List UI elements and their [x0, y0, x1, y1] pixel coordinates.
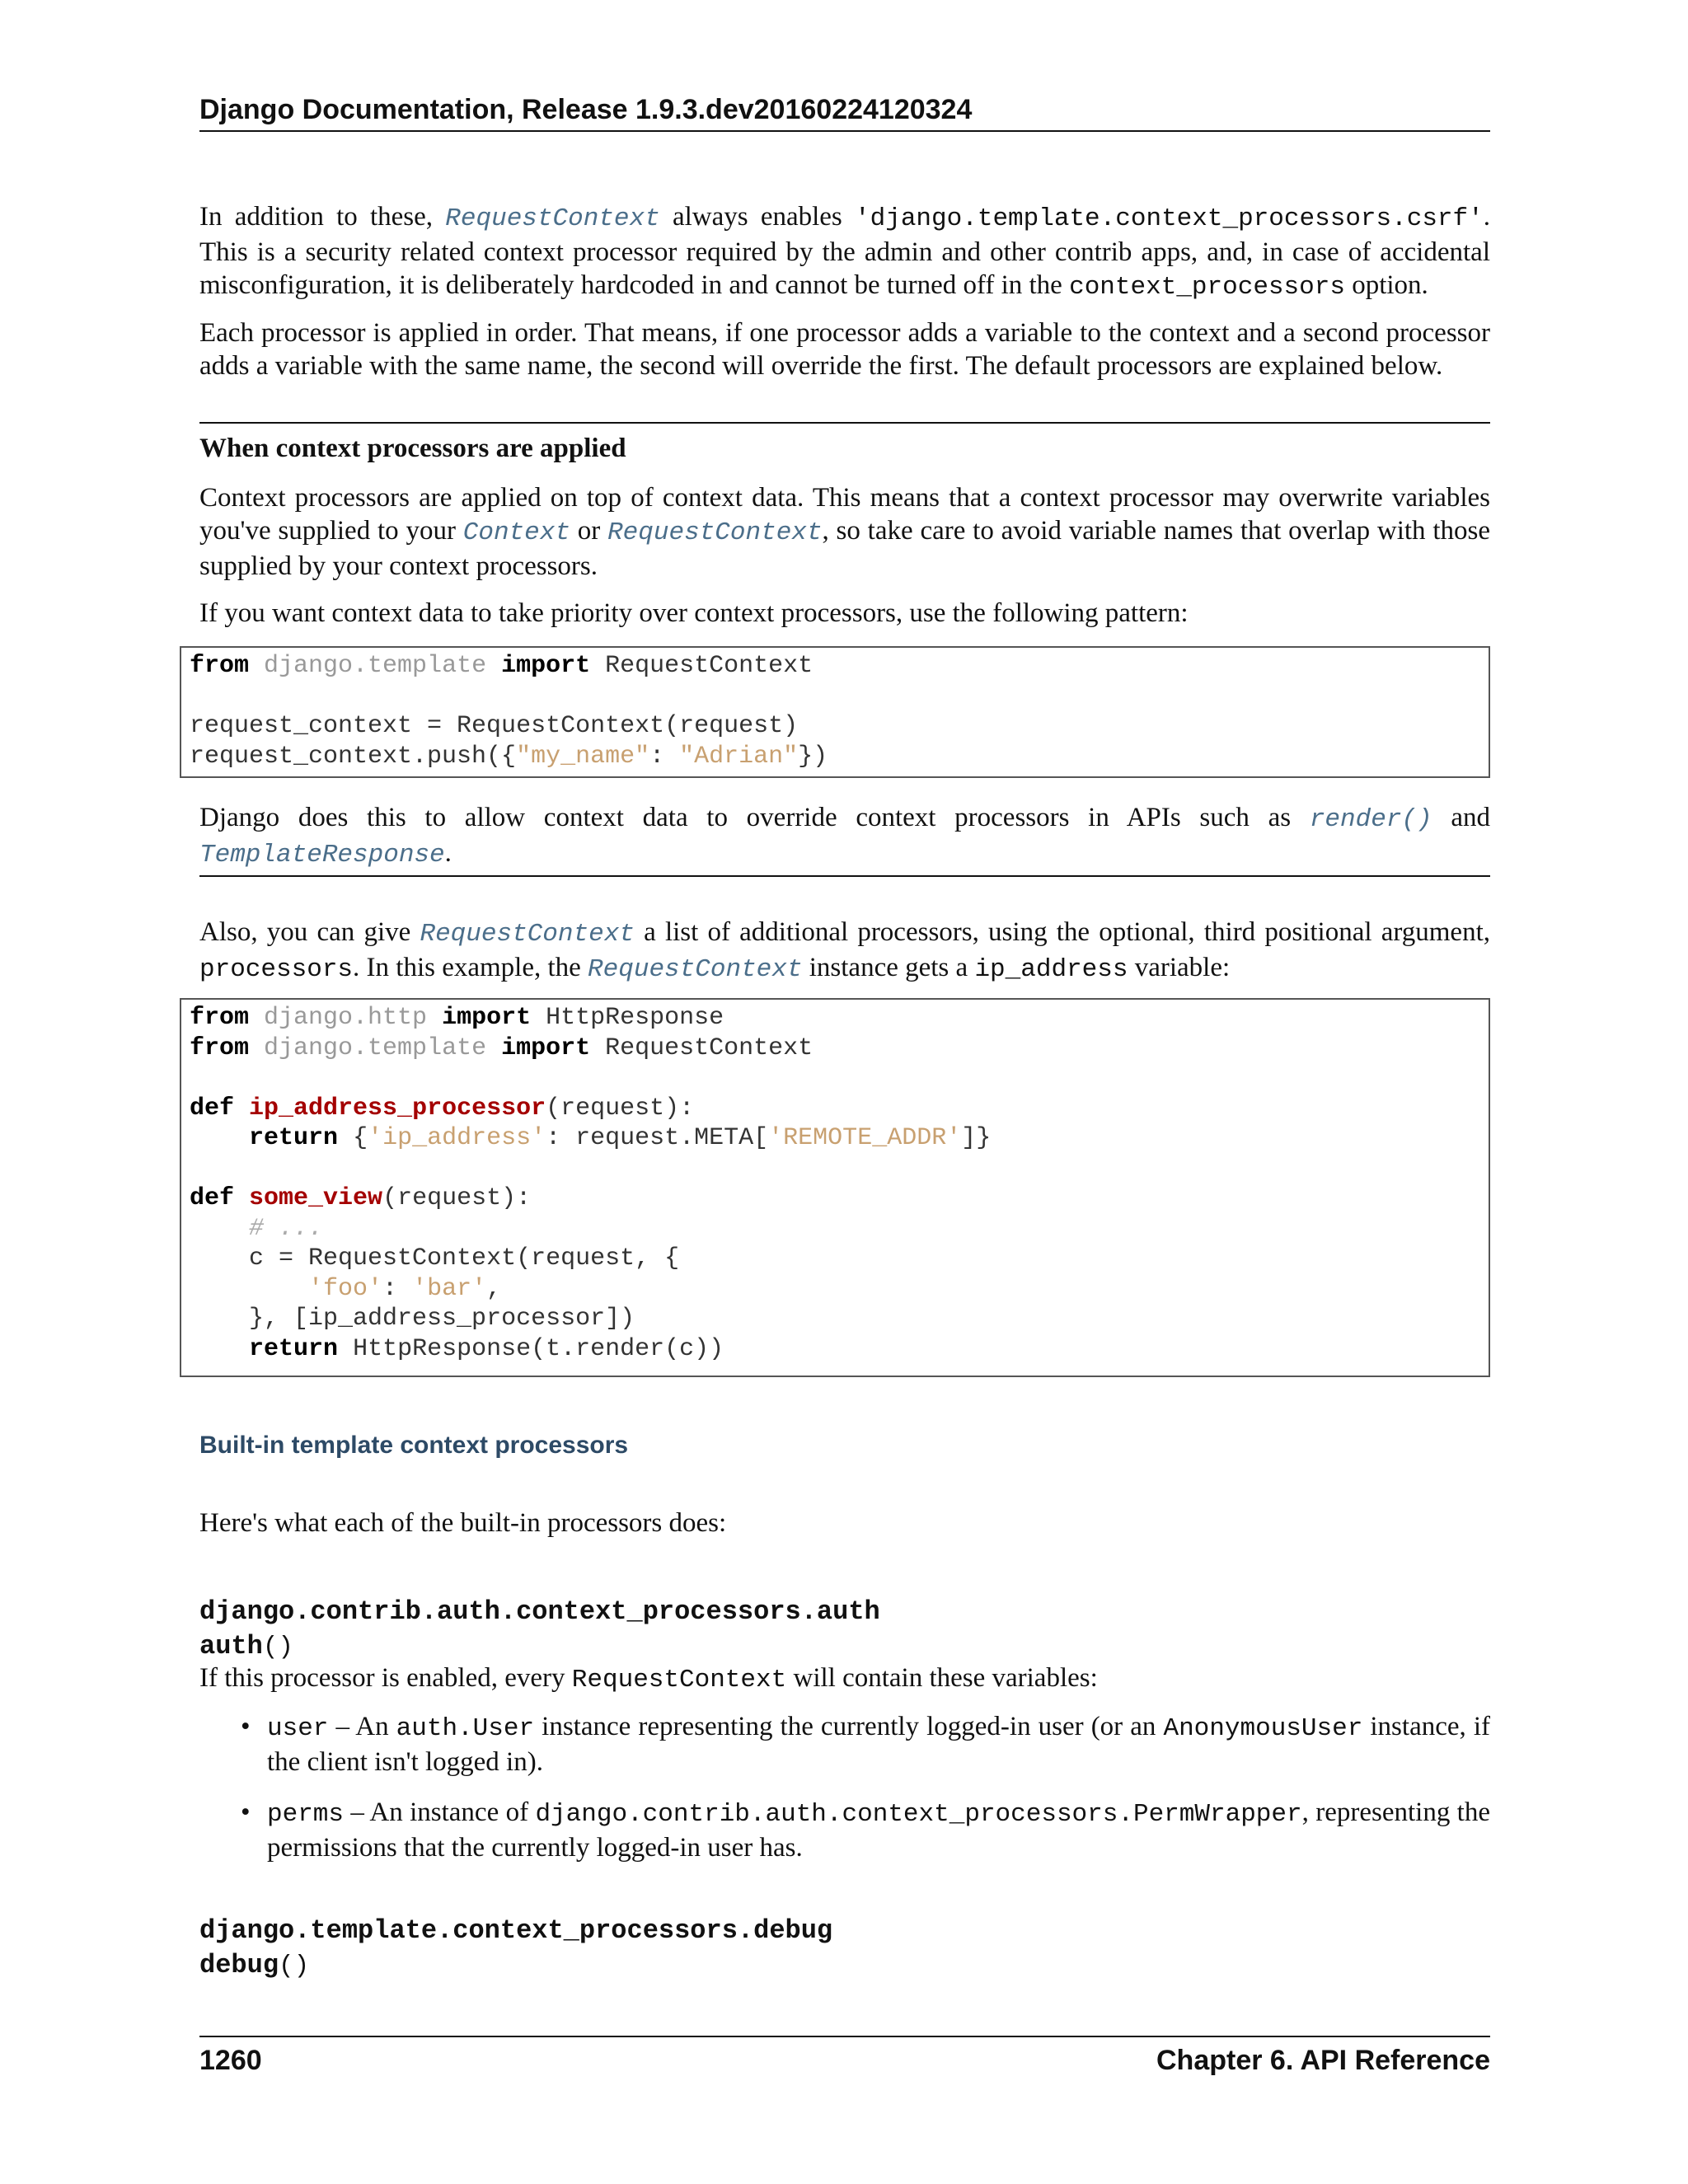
note-paragraph-3: Django does this to allow context data to override context processors in APIs such as render() and TemplateResponse. — [199, 803, 1490, 869]
auth-module-signature: django.contrib.auth.context_processors.auth — [199, 1596, 880, 1627]
context-processors-code: context_processors — [1069, 273, 1345, 302]
note-paragraph-2: If you want context data to take priority over context processors, use the following pattern: — [199, 598, 1189, 628]
render-link[interactable]: render() — [1309, 805, 1432, 834]
ip-address-code: ip_address — [974, 955, 1128, 984]
builtin-intro: Here's what each of the built-in processors does: — [199, 1508, 727, 1538]
requestcontext-link[interactable]: RequestContext — [607, 518, 823, 547]
note-bottom-rule — [199, 875, 1490, 877]
page-footer — [199, 2036, 1490, 2077]
page-number: 1260 — [199, 2045, 262, 2076]
intro-paragraph-1: In addition to these, RequestContext always enables 'django.template.context_processors.csrf'. This is a security related context processor required by the admin and other contrib apps, and, in case of accidental misconfiguration, it is deliberately hardcoded in and cannot be turned off in the context_processors option. — [199, 202, 1490, 302]
requestcontext-link[interactable]: RequestContext — [420, 920, 635, 949]
context-link[interactable]: Context — [462, 518, 570, 547]
code-block-ip-address: from django.http import HttpResponse from django.template import RequestContext def ip_address_processor(request): return {'ip_address': request.META['REMOTE_ADDR']} def some_view(request): # ... c = RequestContext(request, { 'foo': 'bar', }, [ip_address_processor]) return HttpResponse(t.render(c)) — [180, 998, 1490, 1377]
debug-module-signature: django.template.context_processors.debug — [199, 1915, 833, 1946]
also-paragraph: Also, you can give RequestContext a list of additional processors, using the optional, third positional argument, processors. In this example, the RequestContext instance gets a ip_address variable: — [199, 917, 1490, 984]
list-item: • user – An auth.User instance representing the currently logged-in user (or an AnonymousUser instance, if the client isn't logged in). — [241, 1712, 1490, 1777]
section-title: Built-in template context processors — [199, 1432, 629, 1459]
intro-paragraph-2: Each processor is applied in order. That means, if one processor adds a variable to the context and a second processor adds a variable with the same name, the second will override the first. The default processors are explained below. — [199, 318, 1490, 381]
processors-code: processors — [199, 955, 354, 984]
note-title: When context processors are applied — [199, 434, 626, 463]
note-paragraph-1: Context processors are applied on top of context data. This means that a context processor may overwrite variables you've supplied to your Context or RequestContext, so take care to avoid variable names that overlap with those supplied by your context processors. — [199, 483, 1491, 581]
running-header: Django Documentation, Release 1.9.3.dev20160224120324 — [199, 92, 1490, 132]
auth-description: If this processor is enabled, every RequestContext will contain these variables: — [199, 1663, 1098, 1694]
csrf-processor-code: 'django.template.context_processors.csrf' — [855, 204, 1484, 233]
note-top-rule — [199, 422, 1490, 424]
code-block-priority: from django.template import RequestContext request_context = RequestContext(request) request_context.push({"my_name": "Adrian"}) — [180, 646, 1490, 778]
requestcontext-link[interactable]: RequestContext — [445, 204, 660, 233]
debug-function-signature: debug() — [199, 1950, 310, 1980]
chapter-title: Chapter 6. API Reference — [1156, 2045, 1490, 2076]
auth-function-signature: auth() — [199, 1631, 294, 1661]
list-item: • perms – An instance of django.contrib.auth.context_processors.PermWrapper, representing the permissions that the currently logged-in user has. — [241, 1797, 1490, 1863]
auth-variables-list — [199, 1710, 1490, 1864]
requestcontext-link[interactable]: RequestContext — [588, 955, 803, 984]
templateresponse-link[interactable]: TemplateResponse — [199, 841, 445, 869]
